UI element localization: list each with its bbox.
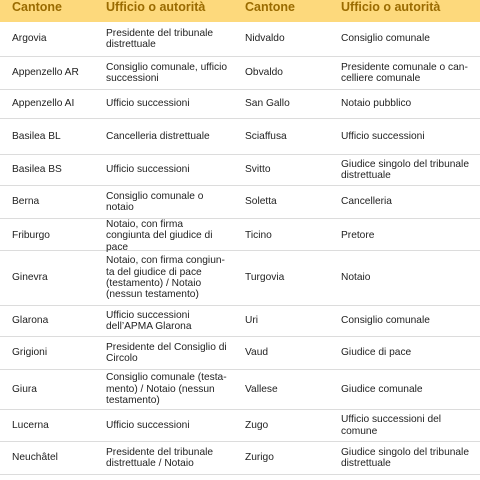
canton-cell: Obvaldo — [245, 67, 283, 79]
canton-cell: Zurigo — [245, 452, 274, 464]
canton-cell: Basilea BS — [12, 164, 62, 176]
authority-cell: Notaio, con firma congiunta del giudice di pace (testamento) / Notaio (nessun testamento) — [106, 255, 225, 301]
canton-cell: Argovia — [12, 33, 47, 45]
table-header — [0, 0, 480, 22]
table-row — [0, 219, 480, 251]
canton-cell: Ginevra — [12, 272, 48, 284]
canton-cell: Vaud — [245, 347, 269, 359]
table-row — [0, 251, 480, 306]
canton-cell: Vallese — [245, 383, 278, 395]
canton-cell: Ticino — [245, 230, 272, 242]
authority-cell: Pretore — [341, 230, 375, 242]
table-row — [0, 306, 480, 337]
authority-cell: Consiglio comunale (testamento) / Notaio (nessun testamento) — [106, 372, 227, 407]
authority-cell: Presidente del tribunale distrettuale / Notaio — [106, 446, 214, 469]
canton-cell: Grigioni — [12, 347, 48, 359]
table-row — [0, 57, 480, 90]
table-row — [0, 119, 480, 155]
authority-cell: Giudice di pace — [341, 347, 412, 359]
authority-cell: Ufficio successioni del comune — [341, 414, 442, 437]
canton-cell: Glarona — [12, 315, 49, 327]
canton-cell: San Gallo — [245, 98, 290, 110]
header-ufficio-left: Ufficio o autorità — [106, 0, 206, 14]
authority-cell: Presidente del tribunale distrettuale — [106, 27, 214, 50]
table-row — [0, 370, 480, 410]
canton-cell: Appenzello AI — [12, 98, 75, 110]
table-row — [0, 410, 480, 442]
authority-cell: Consiglio comunale o notaio — [106, 190, 204, 213]
authority-cell: Giudice singolo del tribunale distrettuale — [341, 158, 469, 181]
authority-cell: Consiglio comunale, ufficio successioni — [106, 61, 227, 84]
authority-cell: Ufficio successioni dell’APMA Glarona — [106, 309, 192, 332]
authority-cell: Notaio — [341, 272, 371, 284]
authority-cell: Notaio, con firma congiunta del giudice di pace — [106, 219, 213, 253]
canton-cell: Friburgo — [12, 230, 50, 242]
authority-cell: Ufficio successioni — [106, 98, 190, 110]
canton-cell: Sciaffusa — [245, 130, 287, 142]
authority-cell: Notaio pubblico — [341, 98, 412, 110]
header-cantone-left: Cantone — [12, 0, 62, 14]
canton-cell: Basilea BL — [12, 130, 61, 142]
table-row — [0, 22, 480, 57]
authority-cell: Ufficio successioni — [341, 130, 425, 142]
canton-cell: Turgovia — [245, 272, 285, 284]
authority-cell: Presidente comunale o cancelliere comunale — [341, 61, 468, 84]
header-ufficio-right: Ufficio o autorità — [341, 0, 441, 14]
table-row — [0, 90, 480, 119]
canton-cell: Zugo — [245, 419, 269, 431]
authority-cell: Giudice singolo del tribunale distrettuale — [341, 446, 469, 469]
authority-cell: Cancelleria distrettuale — [106, 130, 210, 142]
table-row — [0, 442, 480, 475]
authority-cell: Presidente del Consiglio di Circolo — [106, 341, 227, 364]
authority-cell: Consiglio comunale — [341, 315, 430, 327]
canton-cell: Appenzello AR — [12, 67, 79, 79]
canton-cell: Svitto — [245, 164, 271, 176]
table-row — [0, 337, 480, 370]
canton-cell: Lucerna — [12, 419, 49, 431]
canton-cell: Soletta — [245, 196, 277, 208]
authority-cell: Giudice comunale — [341, 383, 423, 395]
canton-cell: Neuchâtel — [12, 452, 58, 464]
authority-cell: Ufficio successioni — [106, 164, 190, 176]
table-row — [0, 155, 480, 186]
canton-cell: Nidvaldo — [245, 33, 285, 45]
header-cantone-right: Cantone — [245, 0, 295, 14]
authority-cell: Ufficio successioni — [106, 419, 190, 431]
authority-cell: Consiglio comunale — [341, 33, 430, 45]
canton-cell: Giura — [12, 383, 37, 395]
authority-cell: Cancelleria — [341, 196, 392, 208]
canton-cell: Berna — [12, 196, 40, 208]
table-row — [0, 186, 480, 219]
canton-cell: Uri — [245, 315, 259, 327]
